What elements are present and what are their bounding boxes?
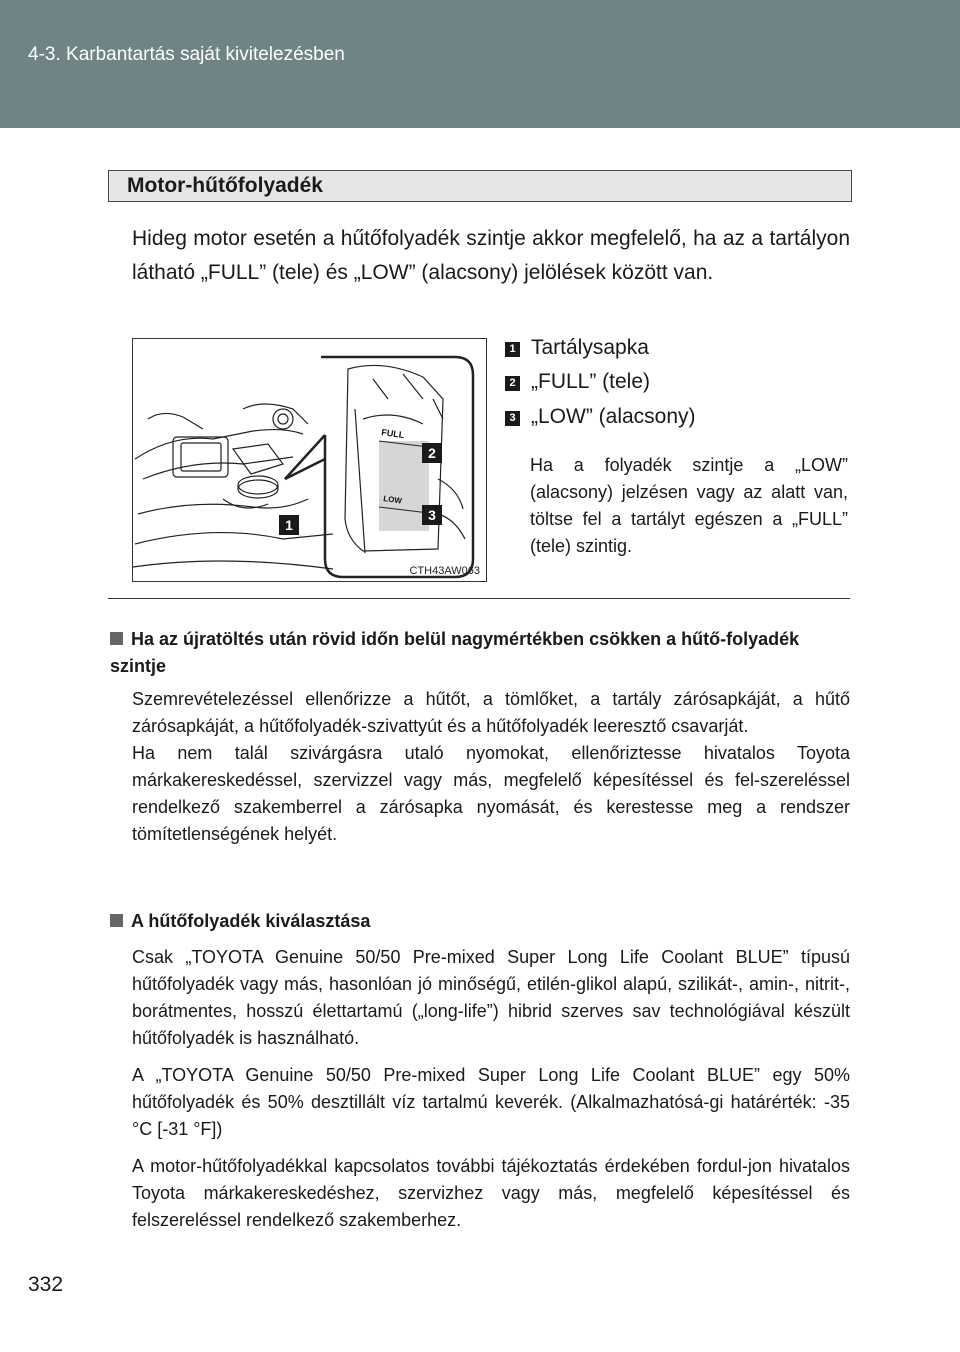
bullet-square-icon <box>110 914 123 927</box>
legend-label: „LOW” (alacsony) <box>531 405 696 428</box>
legend-label: „FULL” (tele) <box>531 370 651 393</box>
intro-paragraph: Hideg motor esetén a hűtőfolyadék szintje akkor megfelelő, ha az a tartályon látható „FULL” (tele) és „LOW” (alacsony) jelölések között van. <box>132 227 850 284</box>
legend-label: Tartálysapka <box>531 336 649 359</box>
coolant-selection-p3: A motor-hűtőfolyadékkal kapcsolatos további tájékoztatás érdekében fordul-jon hivatalos Toyota márkakereskedéshez, szervizhez vagy más, megfelelő képesítéssel és felszereléssel rendelkező szakemberhez. <box>132 1156 850 1230</box>
bullet-square-icon <box>110 632 123 645</box>
callout-3: 3 <box>422 505 442 525</box>
callout-1: 1 <box>279 515 299 535</box>
legend-badge: 1 <box>505 342 520 357</box>
page-header-band <box>0 0 960 128</box>
chapter-section-title: 4-3. Karbantartás saját kivitelezésben <box>28 44 345 65</box>
legend-badge: 3 <box>505 411 520 426</box>
paragraph: Szemrevételezéssel ellenőrizze a hűtőt, a tömlőket, a tartály zárósapkáját, a hűtő zárósapkáját, a hűtőfolyadék-szivattyút és a hűtőfolyadék leeresztő csavarját. <box>132 689 850 736</box>
subsection-body <box>132 686 850 848</box>
subsection-heading-text: Ha az újratöltés után rövid időn belül nagymértékben csökken a hűtő-folyadék szintje <box>110 629 800 676</box>
paragraph: Ha nem talál szivárgásra utaló nyomokat, ellenőriztesse hivatalos Toyota márkakereskedéssel, szervizzel vagy más, megfelelő képesítéssel és fel-szereléssel rendelkező szakemberrel a zárósapka nyomását, és kerestesse meg a rendszer tömítetlenségének helyét. <box>132 743 850 844</box>
subsection-heading <box>110 626 850 680</box>
figure-code: CTH43AW063 <box>409 565 480 577</box>
coolant-selection-p2: A „TOYOTA Genuine 50/50 Pre-mixed Super Long Life Coolant BLUE” egy 50% hűtőfolyadék és 50% desztillált víz tartalmú keverék. (Alkalmazhatósá-gi határérték: -35 °C [-31 °F]) <box>132 1065 850 1139</box>
legend-badge: 2 <box>505 376 520 391</box>
callout-2: 2 <box>422 443 442 463</box>
coolant-reservoir-illustration <box>132 338 487 582</box>
divider <box>108 598 850 599</box>
section-title-box <box>108 170 852 202</box>
refill-note: Ha a folyadék szintje a „LOW” (alacsony) jelzésen vagy az alatt van, töltse fel a tartályt egészen a „FULL” (tele) szintig. <box>530 455 848 556</box>
section-title: Motor-hűtőfolyadék <box>127 174 323 197</box>
tank-full-mark: FULL <box>380 427 405 441</box>
subsection-heading <box>110 908 850 935</box>
page-number: 332 <box>28 1273 64 1296</box>
tank-low-mark: LOW <box>382 494 403 506</box>
subsection-heading-text: A hűtőfolyadék kiválasztása <box>131 911 371 931</box>
coolant-selection-p1: Csak „TOYOTA Genuine 50/50 Pre-mixed Super Long Life Coolant BLUE” típusú hűtőfolyadék vagy más, hasonlóan jó minőségű, etilén-glikol alapú, szilikát-, amin-, nitrit-, borátmentes, hosszú élettartamú („long-life”) hibrid szerves sav technológiával készült hűtőfolyadék is használható. <box>132 947 850 1048</box>
